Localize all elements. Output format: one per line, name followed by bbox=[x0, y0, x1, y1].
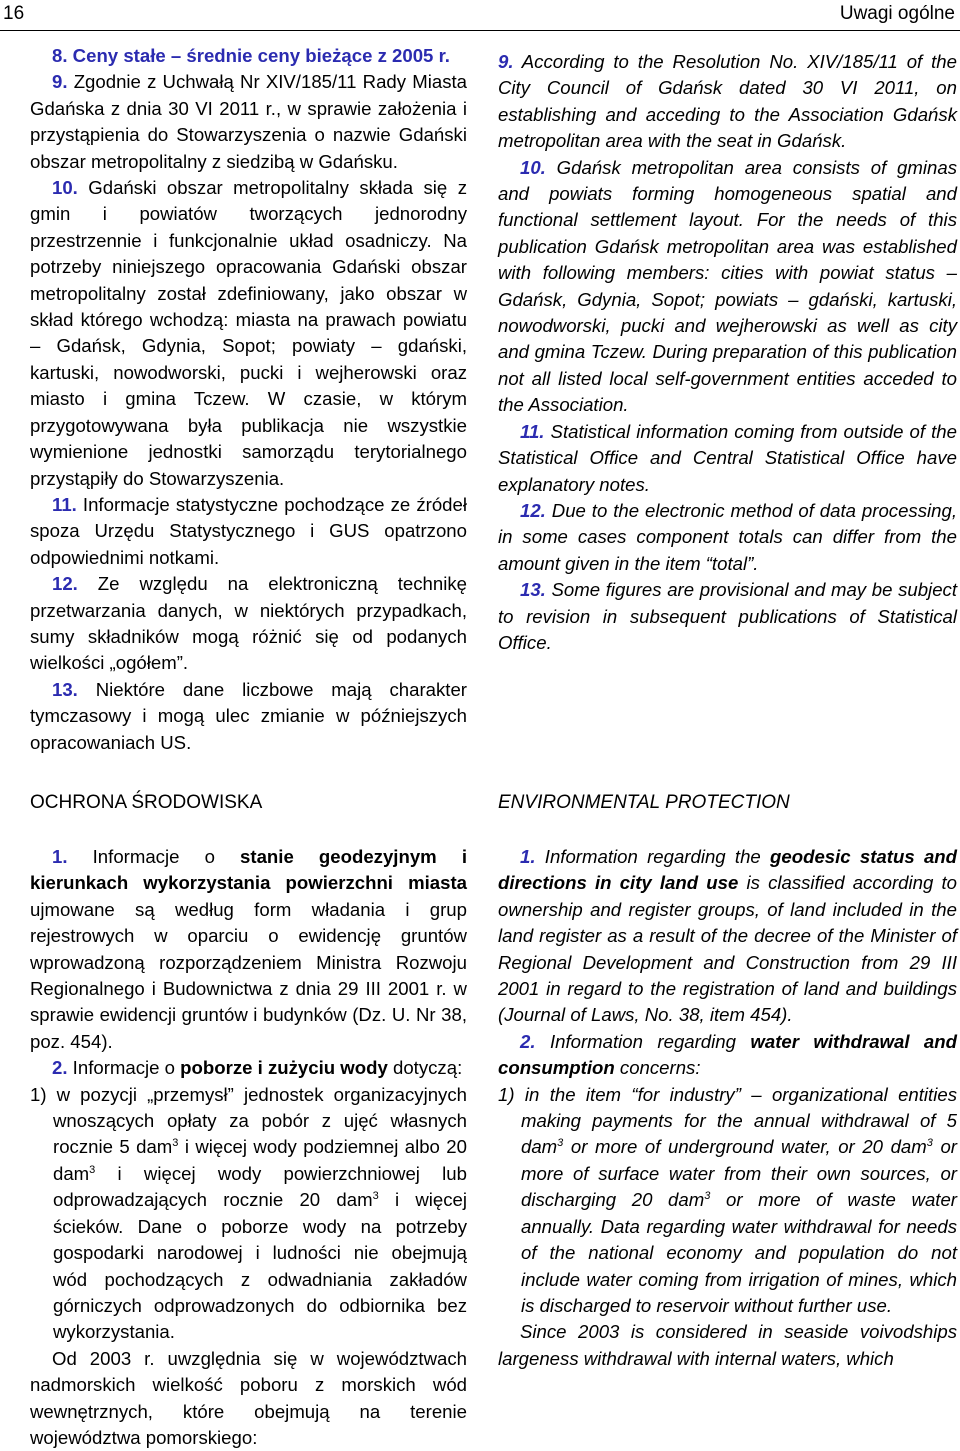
note-12-pl: 12. Ze względu na elektroniczną technikę przetwarzania danych, w niektórych przypadkach, sumy składników mogą różnić się od podanych wielkości „ogółem”. bbox=[30, 573, 467, 674]
note-9-pl: 9. Zgodnie z Uchwałą Nr XIV/185/11 Rady Miasta Gdańska z dnia 30 VI 2011 r., w sprawie założenia i przystąpienia do Stowarzyszenia o nazwie Gdański obszar metropolitalny z siedzibą w Gdańsku. bbox=[30, 71, 467, 172]
note-13-pl: 13. Niektóre dane liczbowe mają charakter tymczasowy i mogą ulec zmianie w późniejszych opracowaniach US. bbox=[30, 678, 467, 753]
note-11-pl: 11. Informacje statystyczne pochodzące ze źródeł spoza Urzędu Statystycznego i GUS opatrzono odpowiednimi notkami. bbox=[30, 493, 467, 568]
english-environment-column bbox=[498, 844, 957, 1372]
page-header bbox=[0, 0, 960, 28]
env-note-2003-pl: Od 2003 r. uwzględnia się w województwach nadmorskich wielkość poboru z morskich wód wewnętrznych, które obejmują na terenie województwa pomorskiego: bbox=[30, 1347, 467, 1448]
page-number: 16 bbox=[3, 3, 25, 24]
section-title: Uwagi ogólne bbox=[839, 3, 955, 24]
env-note-1-pl: 1. Informacje o stanie geodezyjnym i kierunkach wykorzystania powierzchni miasta ujmowane są według form władania i grup rejestrowych w oparciu o ewidencję gruntów wprowadzoną rozporządzeniem Ministra Rozwoju Regionalnego i Budownictwa z dnia 29 III 2001 r. w sprawie ewidencji gruntów i budynków (Dz. U. Nr 38, poz. 454). bbox=[30, 846, 467, 1052]
english-notes-column bbox=[498, 49, 957, 656]
env-item-1-en: 1) in the item “for industry” – organizational entities making payments for the annual withdrawal of 5 dam$^3$ or more of underground water, or 20 dam$^3$ or more of surface water from their own sources, or discharging 20 dam$^3$ or more of waste water annually. Data regarding water withdrawal for needs of the national economy and population do not include water coming from irrigation of mines, which is discharged to reservoir without further use. bbox=[498, 1083, 957, 1316]
note-10-en: 10. Gdańsk metropolitan area consists of gminas and powiats forming homogeneous spatial and functional settlement layout. For the needs of this publication Gdańsk metropolitan area was established with following members: cities with powiat status – Gdańsk, Gdynia, Sopot; powiats – gdański, kartuski, nowodworski, pucki and wejherowski as well as city and gmina Tczew. During preparation of this publication not all listed local self-government entities acceded to the Association. bbox=[498, 156, 957, 416]
header-rule bbox=[0, 30, 960, 31]
heading-environment-pl: OCHRONA ŚRODOWISKA bbox=[30, 792, 263, 813]
env-item-1-pl: 1) w pozycji „przemysł” jednostek organizacyjnych wnoszących opłaty za pobór z ujęć własnych rocznie 5 dam$^3$ i więcej wody podziemnej albo 20 dam$^3$ i więcej wody powierzchniowej lub odprowadzających rocznie 20 dam$^3$ i więcej ścieków. Dane o poborze wody na potrzeby gospodarki narodowej i ludności nie obejmują wód pochodzących z odwadniania zakładów górniczych odprowadzonych do odbiornika bez wykorzystania. bbox=[30, 1083, 467, 1343]
heading-environment-en: ENVIRONMENTAL PROTECTION bbox=[498, 792, 790, 813]
env-note-2003-en: Since 2003 is considered in seaside voivodships largeness withdrawal with internal waters, which bbox=[498, 1321, 957, 1369]
note-10-pl: 10. Gdański obszar metropolitalny składa się z gmin i powiatów tworzących jednorodny przestrzennie i funkcjonalnie układ osadniczy. Na potrzeby niniejszego opracowania Gdański obszar metropolitalny został zdefiniowany, jako obszar w skład którego wchodzą: miasta na prawach powiatu – Gdańsk, Gdynia, Sopot; powiaty – gdański, kartuski, nowodworski, pucki i wejherowski oraz miasto i gmina Tczew. W czasie, w którym przygotowywana była publikacja nie wszystkie wymienione jednostki samorządu terytorialnego przystąpiły do Stowarzyszenia. bbox=[30, 177, 467, 489]
polish-notes-column bbox=[30, 43, 467, 756]
note-9-en: 9. According to the Resolution No. XIV/185/11 of the City Council of Gdańsk dated 30 VI 2011, on establishing and acceding to the Association Gdańsk metropolitan area with the seat in Gdańsk. bbox=[498, 51, 957, 152]
env-note-1-en: 1. Information regarding the geodesic status and directions in city land use is classified according to ownership and register groups, of land included in the land register as a result of the decree of the Minister of Regional Development and Construction from 29 III 2001 in regard to the registration of land and buildings (Journal of Laws, No. 38, item 454). bbox=[498, 846, 957, 1026]
env-note-2-en: 2. Information regarding water withdrawal and consumption concerns: bbox=[498, 1030, 957, 1079]
note-13-en: 13. Some figures are provisional and may be subject to revision in subsequent publications of Statistical Office. bbox=[498, 579, 957, 653]
note-11-en: 11. Statistical information coming from outside of the Statistical Office and Central Statistical Office have explanatory notes. bbox=[498, 420, 957, 495]
env-note-2-pl: 2. Informacje o poborze i zużyciu wody dotyczą: bbox=[52, 1057, 463, 1079]
note-8-pl: 8. Ceny stałe – średnie ceny bieżące z 2005 r. bbox=[52, 45, 450, 66]
note-12-en: 12. Due to the electronic method of data processing, in some cases component totals can differ from the amount given in the item “total”. bbox=[498, 499, 957, 574]
polish-environment-column bbox=[30, 844, 467, 1451]
